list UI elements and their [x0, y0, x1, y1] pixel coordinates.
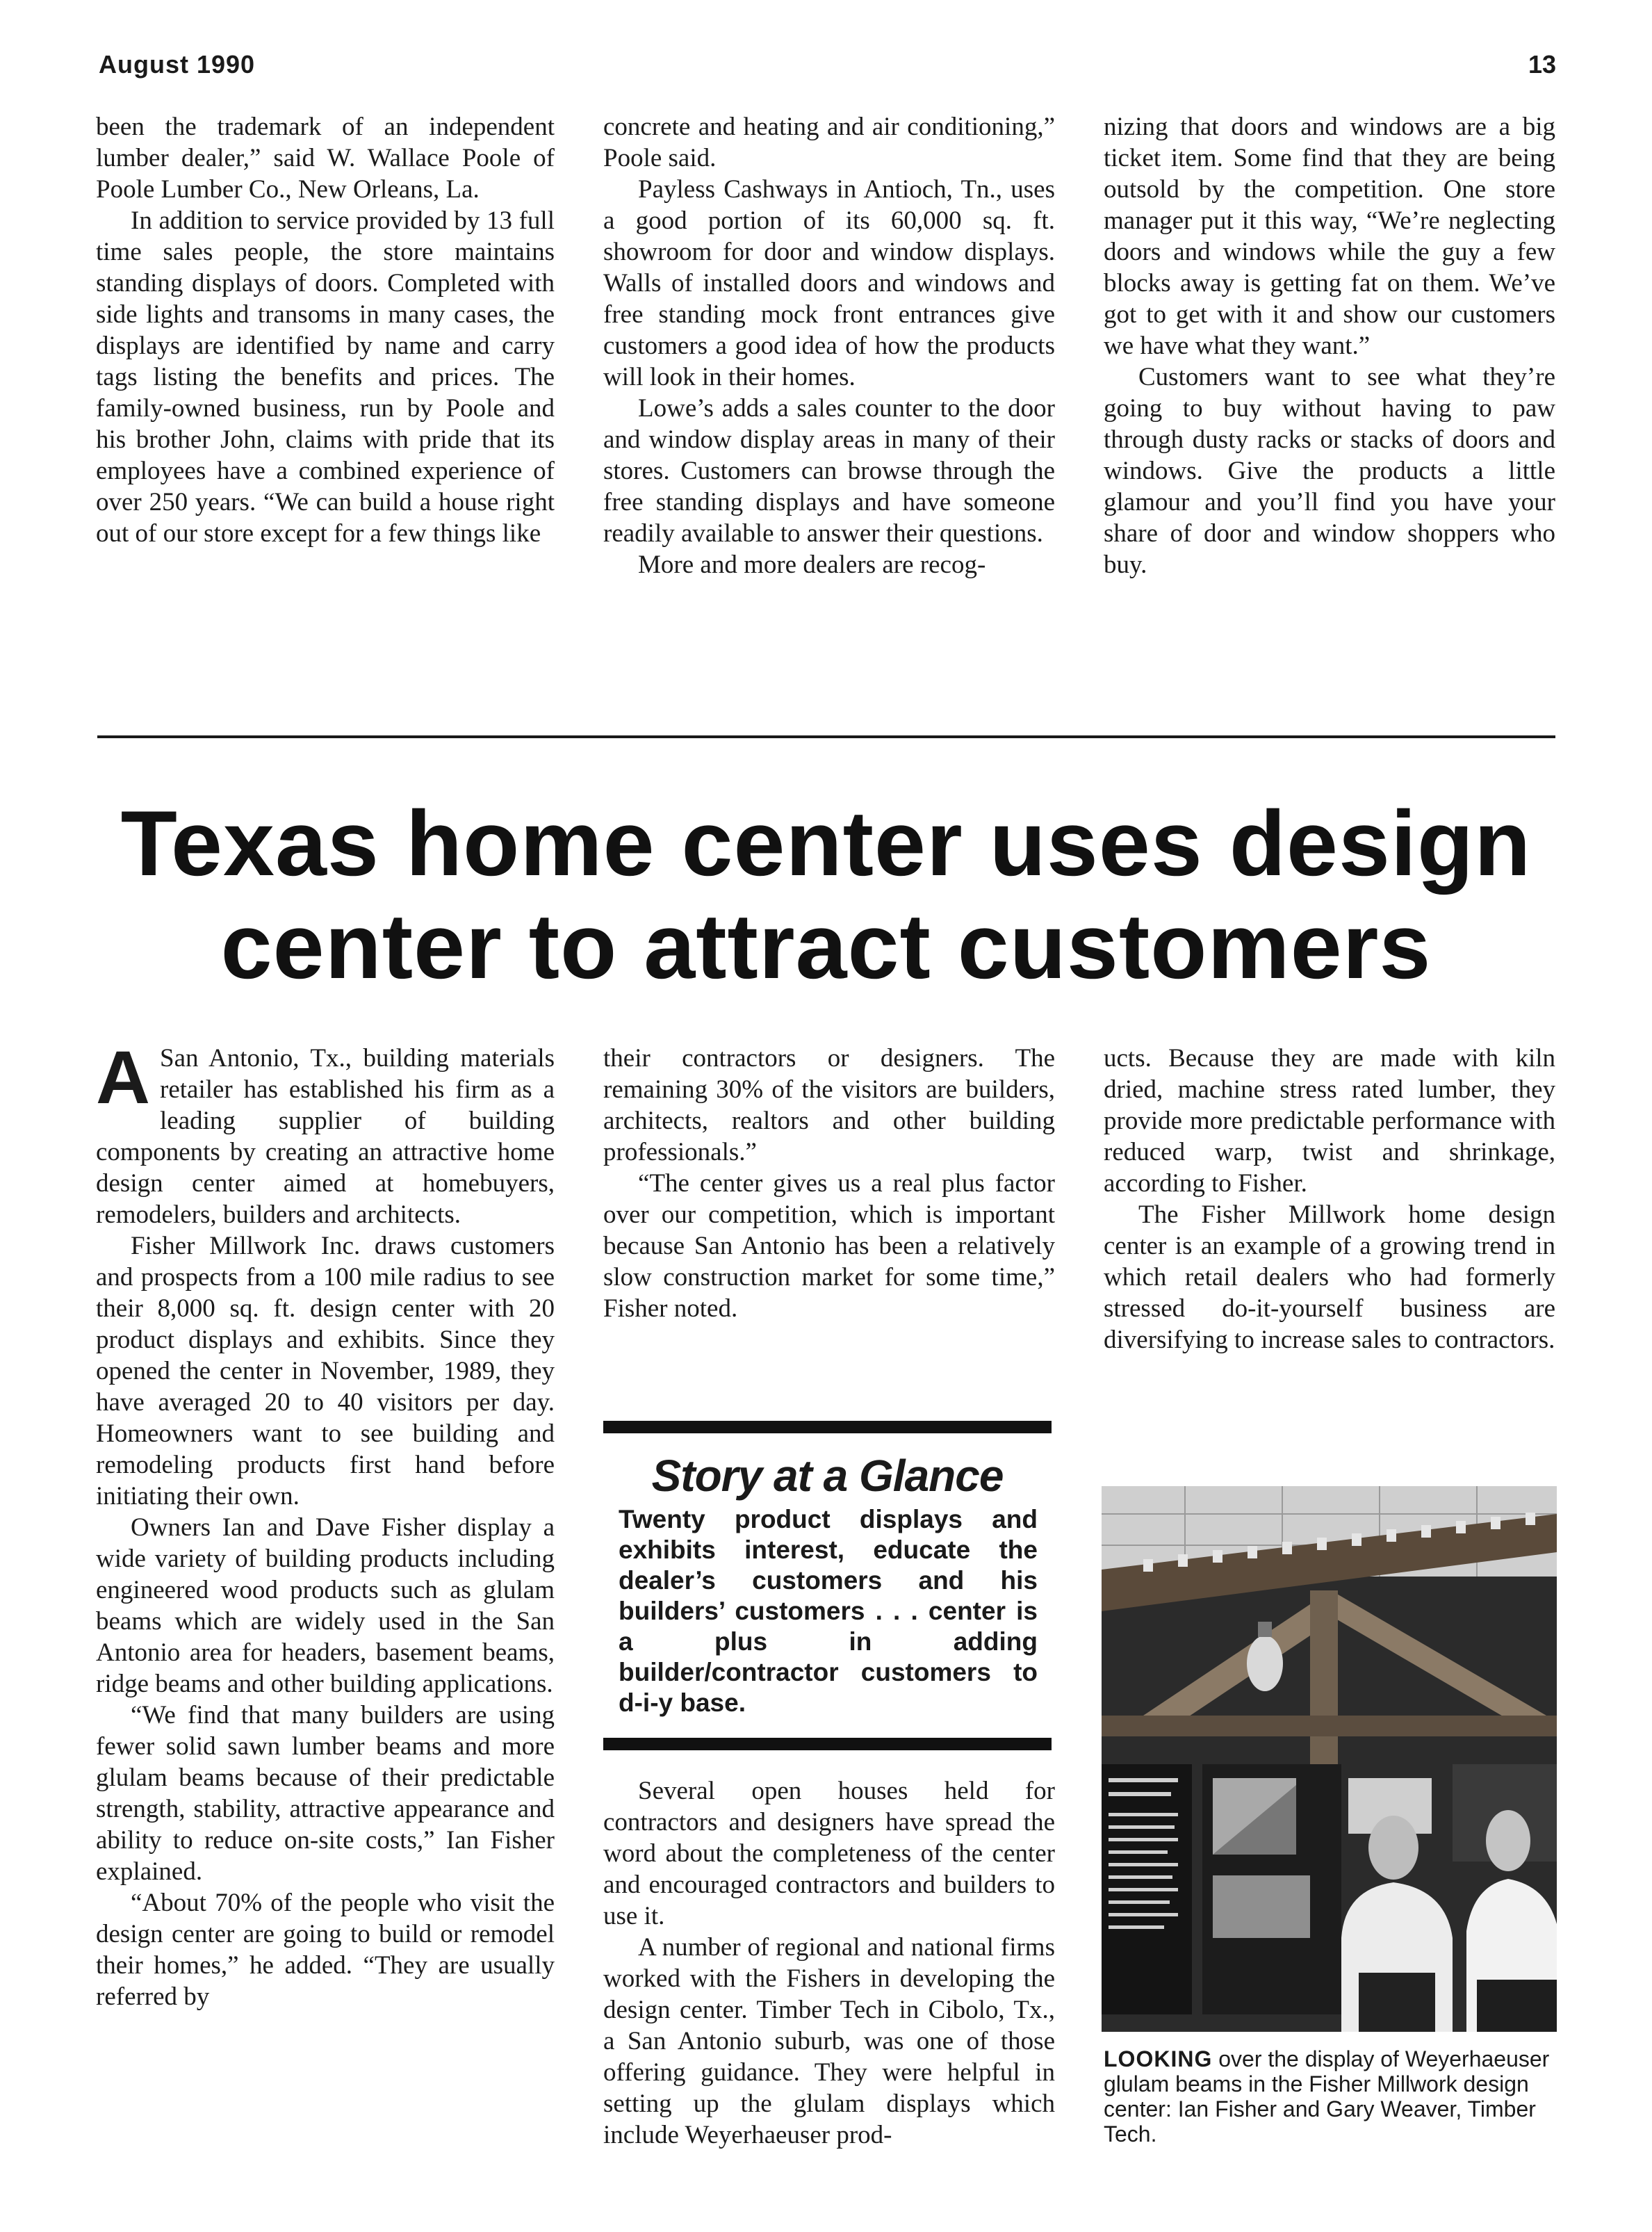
story-at-a-glance-box	[603, 1421, 1052, 1750]
drop-cap: A	[96, 1035, 150, 1119]
paragraph: Payless Cashways in Antioch, Tn., uses a good portion of its 60,000 sq. ft. showroom for door and window displays. Walls of installed doors and windows and free standing mock front entrances give customers a good idea of how the products will look in their homes.	[603, 175, 1055, 391]
article-column-3	[1104, 1043, 1555, 1355]
glance-top-bar	[603, 1421, 1052, 1433]
paragraph: “The center gives us a real plus factor over our competition, which is important because San Antonio has been a relatively slow construction market for some time,” Fisher noted.	[603, 1169, 1055, 1323]
paragraph: their contractors or designers. The remaining 30% of the visitors are builders, architects, realtors and other building professionals.”	[603, 1044, 1055, 1166]
paragraph: Lowe’s adds a sales counter to the door and window display areas in many of their stores. Customers can browse through the free standing displays and have someone readily available to answer their questions.	[603, 394, 1055, 548]
paragraph: In addition to service provided by 13 full time sales people, the store maintains standing displays of doors. Completed with side lights and transoms in many cases, the displays are identified by name and carry tags listing the benefits and prices. The family-owned business, run by Poole and his brother John, claims with pride that its employees have a combined experience of over 250 years. “We can build a house right out of our store except for a few things like	[96, 206, 555, 548]
article-headline	[69, 792, 1583, 998]
continued-column-3	[1104, 111, 1555, 580]
issue-date: August 1990	[99, 50, 256, 79]
article-column-2-bottom	[603, 1775, 1055, 2151]
lead-text: San Antonio, Tx., building materials retailer has established his firm as a leading supplier of building components by creating an attractive home design center aimed at homebuyers, remodelers, builders and architects.	[96, 1044, 555, 1229]
glance-title: Story at a Glance	[651, 1451, 1004, 1501]
paragraph: More and more dealers are recog-	[638, 551, 986, 579]
paragraph: Customers want to see what they’re going to buy without having to paw through dusty racks or stacks of doors and windows. Give the products a little glamour and you’ll find you have your share of door and window shoppers who buy.	[1104, 363, 1555, 579]
article-column-2-top	[603, 1043, 1055, 1324]
headline-line-2: center to attract customers	[220, 895, 1432, 998]
caption-text: over the display of Weyerhaeuser glulam beams in the Fisher Millwork design center: Ian Fisher and Gary Weaver, Timber Tech.	[1104, 2046, 1550, 2147]
headline-line-1: Texas home center uses design	[120, 792, 1532, 895]
page-number: 13	[1528, 50, 1556, 79]
paragraph: “About 70% of the people who visit the design center are going to build or remodel their homes,” he added. “They are usually referred by	[96, 1889, 555, 2011]
photo-illustration	[1102, 1486, 1557, 2032]
caption-lead: LOOKING	[1104, 2046, 1213, 2071]
section-divider	[97, 735, 1555, 738]
paragraph: Owners Ian and Dave Fisher display a wide variety of building products including engineered wood products such as glulam beams which are widely used in the San Antonio area for headers, basement beams, ridge beams and other building applications.	[96, 1513, 555, 1698]
paragraph: ucts. Because they are made with kiln dried, machine stress rated lumber, they provide more predictable performance with reduced warp, twist and shrinkage, according to Fisher.	[1104, 1044, 1555, 1198]
continued-column-2	[603, 111, 1055, 580]
glance-body: Twenty product displays and exhibits interest, educate the dealer’s customers and his builders’ customers . . . center is a plus in adding builder/contractor customers to d-i-y base.	[619, 1505, 1038, 1717]
paragraph: nizing that doors and windows are a big ticket item. Some find that they are being outsold by the competition. One store manager put it this way, “We’re neglecting doors and windows while the guy a few blocks away is getting fat on them. We’ve got to get with it and show our customers we have what they want.”	[1104, 113, 1555, 360]
paragraph: A number of regional and national firms worked with the Fishers in developing the design center. Timber Tech in Cibolo, Tx., a San Antonio suburb, was one of those offering guidance. They were helpful in setting up the glulam displays which include Weyerhaeuser prod-	[603, 1933, 1055, 2149]
glance-bottom-bar	[603, 1738, 1052, 1750]
photo-caption	[1104, 2046, 1555, 2147]
design-center-photo	[1102, 1486, 1557, 2032]
paragraph: Fisher Millwork Inc. draws customers and prospects from a 100 mile radius to see their 8,000 sq. ft. design center with 20 product displays and exhibits. Since they opened the center in November, 1989, they have averaged 20 to 40 visitors per day. Homeowners want to see building and remodeling products first hand before initiating their own.	[96, 1232, 555, 1510]
paragraph: “We find that many builders are using fewer solid sawn lumber beams and more glulam beams because of their predictable strength, stability, attractive appearance and ability to reduce on-site costs,” Ian Fisher explained.	[96, 1701, 555, 1886]
paragraph: concrete and heating and air conditioning,” Poole said.	[603, 113, 1055, 172]
lead-paragraph	[96, 1035, 555, 1230]
paragraph: The Fisher Millwork home design center is an example of a growing trend in which retail dealers who had formerly stressed do-it-yourself business are diversifying to increase sales to contractors.	[1104, 1200, 1555, 1354]
paragraph: Several open houses held for contractors and designers have spread the word about the completeness of the center and encouraged contractors and builders to use it.	[603, 1777, 1055, 1930]
continued-column-1	[96, 111, 555, 549]
paragraph: been the trademark of an independent lumber dealer,” said W. Wallace Poole of Poole Lumber Co., New Orleans, La.	[96, 113, 555, 204]
article-column-1	[96, 1035, 555, 2012]
